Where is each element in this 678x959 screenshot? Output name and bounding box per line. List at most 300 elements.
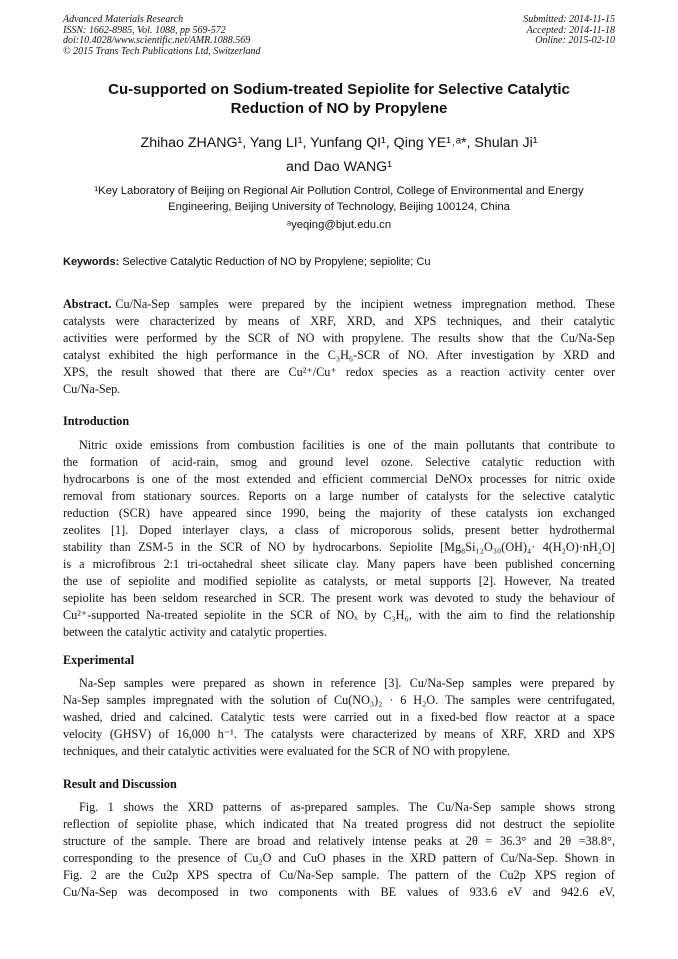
- word: with: [418, 608, 441, 622]
- word: [3].: [384, 676, 402, 690]
- word: Cu(NO₃)₂: [333, 693, 383, 707]
- word: sepiolite: [255, 574, 297, 588]
- word: class: [294, 523, 319, 537]
- word: and: [209, 625, 228, 639]
- experimental-line: [63, 709, 615, 726]
- word: a: [446, 365, 452, 379]
- word: and: [177, 574, 196, 588]
- word: Cu/Na-Sep: [560, 331, 615, 345]
- word: and: [512, 314, 531, 328]
- word: with: [220, 693, 243, 707]
- word: peaks: [414, 834, 442, 848]
- word: at: [449, 834, 459, 848]
- word: study: [495, 591, 523, 605]
- word: their: [540, 314, 564, 328]
- word: velocity: [63, 727, 103, 741]
- word: The: [445, 693, 465, 707]
- word: =38.8°,: [578, 834, 615, 848]
- word: solids,: [422, 523, 455, 537]
- word: Doped: [139, 523, 172, 537]
- word: catalytic: [573, 489, 615, 503]
- word: in: [286, 348, 296, 362]
- word: to: [139, 851, 150, 865]
- word: interlayer: [182, 523, 229, 537]
- word: clay.: [336, 557, 359, 571]
- word: most: [215, 472, 240, 486]
- word: the: [411, 438, 427, 452]
- word: were: [320, 727, 345, 741]
- word: catalytic: [573, 314, 615, 328]
- word: of: [604, 868, 615, 882]
- word: Cu²⁺-supported: [63, 608, 140, 622]
- word: wetness: [413, 297, 452, 311]
- word: performance: [216, 348, 278, 362]
- word: Cu/Na-Sep: [279, 868, 334, 882]
- word: pollutants: [466, 438, 515, 452]
- word: There: [198, 834, 228, 848]
- word: and: [533, 834, 552, 848]
- word: Cu₂O: [244, 851, 272, 865]
- word: the: [128, 868, 144, 882]
- word: impregnated: [152, 693, 214, 707]
- word: sepiolite: [128, 574, 170, 588]
- word: 1990,: [281, 506, 309, 520]
- word: species: [382, 365, 418, 379]
- word: the: [193, 472, 209, 486]
- word: indicated: [263, 817, 308, 831]
- word: 2θ: [465, 834, 478, 848]
- word: published: [505, 557, 553, 571]
- word: Cu2p: [499, 868, 526, 882]
- word: are: [105, 868, 121, 882]
- word: the: [476, 868, 491, 882]
- word: catalysts: [485, 506, 528, 520]
- word: show: [478, 331, 504, 345]
- word: of: [398, 744, 410, 758]
- word: Na-Sep: [79, 676, 116, 690]
- word: exhibited: [108, 348, 155, 362]
- word: the: [63, 455, 78, 469]
- word: in: [312, 676, 323, 690]
- results-line: [63, 867, 615, 884]
- word: for: [533, 472, 548, 486]
- word: catalytic: [481, 455, 524, 469]
- word: impregnation: [461, 297, 527, 311]
- word: of: [110, 574, 121, 588]
- word: centrifugated,: [547, 693, 615, 707]
- word: reaction: [460, 365, 500, 379]
- word: NO: [412, 744, 430, 758]
- word: sample.: [341, 868, 380, 882]
- word: sepiolite: [573, 817, 615, 831]
- word: result: [121, 365, 149, 379]
- introduction-body: [63, 437, 615, 641]
- word: of: [407, 489, 418, 503]
- word: with: [433, 744, 455, 758]
- word: did: [455, 817, 472, 831]
- word: were: [115, 314, 140, 328]
- accepted-date: Accepted: 2014-11-18: [526, 24, 615, 36]
- word: relationship: [557, 608, 615, 622]
- word: 6: [400, 693, 407, 707]
- word: properties.: [275, 625, 327, 639]
- word: the: [163, 800, 179, 814]
- word: sources.: [200, 489, 240, 503]
- word: of: [117, 817, 129, 831]
- word: of: [388, 348, 399, 362]
- word: [2].: [478, 574, 497, 588]
- word: of: [113, 834, 124, 848]
- word: These: [585, 297, 615, 311]
- word: these: [450, 506, 476, 520]
- word: catalytic: [168, 744, 210, 758]
- publication-dates: [523, 15, 615, 47]
- word: NOₓ: [336, 608, 358, 622]
- word: of: [448, 885, 459, 899]
- word: has: [110, 591, 127, 605]
- word: was: [127, 885, 147, 899]
- authors-line-2: and Dao WANG¹: [286, 159, 392, 175]
- word: for: [336, 744, 352, 758]
- word: by: [205, 331, 218, 345]
- word: values: [406, 885, 438, 899]
- word: of: [430, 506, 442, 520]
- word: hydrothermal: [549, 523, 615, 537]
- intro-line: [63, 505, 615, 522]
- abstract: [63, 296, 615, 398]
- word: SCR: [372, 744, 396, 758]
- word: the: [63, 574, 78, 588]
- word: (SCR): [118, 506, 150, 520]
- word: one: [151, 472, 170, 486]
- word: are: [264, 365, 280, 379]
- word: extended: [246, 472, 291, 486]
- word: SCR: [219, 540, 243, 554]
- word: Many: [367, 557, 396, 571]
- doi-line: doi:10.4028/www.scientific.net/AMR.1088.569: [63, 35, 251, 47]
- word: pattern: [442, 851, 477, 865]
- word: of: [329, 523, 340, 537]
- word: over: [593, 365, 615, 379]
- word: broad: [257, 834, 286, 848]
- word: spectra: [217, 868, 253, 882]
- word: present: [464, 523, 501, 537]
- word: NO: [267, 540, 286, 554]
- word: the: [550, 817, 566, 831]
- word: behaviour: [549, 591, 599, 605]
- word: smog: [230, 455, 258, 469]
- word: not: [479, 817, 496, 831]
- word: by: [602, 676, 615, 690]
- word: ozone.: [380, 455, 414, 469]
- word: decomposed: [157, 885, 219, 899]
- word: their: [142, 744, 165, 758]
- word: ground: [298, 455, 334, 469]
- word: components: [278, 885, 338, 899]
- word: Cu/Na-Sep.: [500, 851, 558, 865]
- abstract-line: [63, 313, 615, 330]
- word: the: [535, 608, 551, 622]
- word: XRF,: [310, 314, 337, 328]
- word: sample.: [153, 834, 192, 848]
- word: clays,: [239, 523, 268, 537]
- word: than: [109, 540, 131, 554]
- word: evaluated: [286, 744, 334, 758]
- word: performed: [146, 331, 198, 345]
- word: phase,: [185, 817, 217, 831]
- word: shows: [123, 800, 154, 814]
- word: the: [248, 693, 264, 707]
- word: is: [352, 438, 361, 452]
- word: washed,: [63, 710, 103, 724]
- word: catalysts: [63, 314, 105, 328]
- word: facilities: [302, 438, 345, 452]
- author-list: [63, 131, 615, 179]
- word: results: [438, 331, 471, 345]
- word: the: [388, 851, 404, 865]
- abstract-line: [63, 381, 615, 398]
- word: and: [597, 348, 615, 362]
- word: from: [206, 438, 230, 452]
- word: Cu/Na-Sep: [115, 297, 170, 311]
- word: Shown: [564, 851, 599, 865]
- word: are: [234, 834, 250, 848]
- word: efficient: [322, 472, 363, 486]
- word: corresponding: [63, 851, 133, 865]
- word: aim: [468, 608, 487, 622]
- word: zeolites: [63, 523, 101, 537]
- word: out: [376, 710, 392, 724]
- word: large: [329, 489, 354, 503]
- word: of: [270, 800, 281, 814]
- word: activity: [169, 625, 207, 639]
- word: samples: [106, 693, 146, 707]
- word: the: [162, 348, 178, 362]
- word: with: [348, 885, 370, 899]
- word: to: [605, 438, 615, 452]
- word: BE: [380, 885, 397, 899]
- word: researched: [204, 591, 257, 605]
- word: were: [171, 676, 196, 690]
- word: Sepiolite: [389, 540, 433, 554]
- word: by: [542, 348, 555, 362]
- word: Reports: [248, 489, 287, 503]
- word: techniques,: [63, 744, 119, 758]
- word: reflection: [63, 817, 110, 831]
- word: SCR.: [278, 591, 305, 605]
- affiliation-line-1: ¹Key Laboratory of Beijing on Regional Air Pollution Control, College of Environmental and Energy: [94, 185, 584, 197]
- word: destruct: [503, 817, 543, 831]
- word: ·: [389, 693, 394, 707]
- word: XRD: [187, 800, 214, 814]
- word: sample: [500, 800, 536, 814]
- word: catalysts: [426, 489, 469, 503]
- title-line-1: Cu-supported on Sodium-treated Sepiolite for Selective Catalytic: [108, 81, 570, 98]
- issn-line: ISSN: 1662-8985, Vol. 1088, pp 569-572: [63, 24, 226, 36]
- word: Selective: [425, 455, 470, 469]
- intro-line: [63, 522, 615, 539]
- word: the: [304, 348, 320, 362]
- word: propylene.: [351, 331, 404, 345]
- word: that: [315, 817, 335, 831]
- word: reactor: [515, 710, 550, 724]
- word: the: [268, 608, 284, 622]
- word: processes: [479, 472, 527, 486]
- word: from: [111, 489, 136, 503]
- word: shown: [272, 676, 305, 690]
- word: seldom: [162, 591, 198, 605]
- word: tests: [272, 710, 295, 724]
- word: Fig.: [63, 868, 83, 882]
- word: a: [278, 523, 285, 537]
- word: of: [289, 314, 300, 328]
- word: of: [150, 455, 161, 469]
- word: NO: [296, 331, 315, 345]
- word: catalysts,: [323, 574, 369, 588]
- word: activity: [508, 365, 546, 379]
- word: modified: [203, 574, 248, 588]
- word: sepiolite: [136, 817, 178, 831]
- word: patterns: [222, 800, 262, 814]
- word: were: [302, 710, 327, 724]
- word: samples: [123, 676, 164, 690]
- word: of: [457, 868, 468, 882]
- word: one: [367, 438, 386, 452]
- word: Cu/Na-Sep: [409, 676, 464, 690]
- introduction-heading: Introduction: [63, 414, 130, 428]
- word: that: [203, 365, 223, 379]
- word: of: [604, 591, 615, 605]
- intro-line: [63, 454, 615, 471]
- results-heading: Result and Discussion: [63, 777, 177, 791]
- word: means: [247, 314, 280, 328]
- word: by: [364, 608, 377, 622]
- word: phases: [332, 851, 366, 865]
- word: reduction: [535, 455, 582, 469]
- word: samples: [179, 297, 219, 311]
- word: 36.3°: [500, 834, 527, 848]
- word: XRD,: [346, 314, 376, 328]
- word: Cu2p: [151, 868, 179, 882]
- word: by: [424, 727, 437, 741]
- word: XRF,: [500, 727, 527, 741]
- word: in: [372, 851, 382, 865]
- word: in: [605, 851, 615, 865]
- word: calcined.: [169, 710, 213, 724]
- word: reduction: [63, 506, 110, 520]
- word: as: [304, 574, 315, 588]
- experimental-line: [63, 692, 615, 709]
- word: XRD: [410, 851, 436, 865]
- word: of: [393, 438, 404, 452]
- experimental-line: [63, 675, 615, 692]
- word: and: [143, 710, 162, 724]
- word: carried: [334, 710, 369, 724]
- intro-line: [63, 488, 615, 505]
- word: reference: [330, 676, 376, 690]
- word: treated: [364, 817, 399, 831]
- word: catalysts: [271, 727, 313, 741]
- word: the: [197, 540, 213, 554]
- word: by: [225, 314, 238, 328]
- word: XRD: [563, 348, 589, 362]
- word: better: [510, 523, 539, 537]
- word: Cu²⁺/Cu⁺: [288, 365, 337, 379]
- word: the: [106, 625, 122, 639]
- word: as: [254, 676, 265, 690]
- word: were: [519, 676, 544, 690]
- word: formation: [89, 455, 138, 469]
- word: the: [336, 297, 352, 311]
- word: between: [63, 625, 104, 639]
- word: the: [97, 365, 113, 379]
- word: of: [278, 331, 289, 345]
- word: on: [294, 489, 307, 503]
- word: the: [528, 591, 544, 605]
- word: Na: [559, 574, 574, 588]
- word: were: [517, 693, 541, 707]
- results-line: [63, 850, 615, 867]
- submitted-date: Submitted: 2014-11-15: [523, 14, 615, 25]
- word: combustion: [237, 438, 295, 452]
- word: of: [319, 608, 330, 622]
- word: oxide: [115, 438, 143, 452]
- word: 2:1: [163, 557, 180, 571]
- intro-line: [63, 437, 615, 454]
- word: Na-treated: [146, 608, 198, 622]
- affiliation: [63, 183, 615, 215]
- word: Catalytic: [220, 710, 265, 724]
- word: (GHSV): [109, 727, 152, 741]
- word: 16,000: [176, 727, 211, 741]
- word: XPS: [414, 314, 437, 328]
- word: for: [476, 489, 491, 503]
- abstract-line: [63, 330, 615, 347]
- title-line-2: Reduction of NO by Propylene: [230, 100, 448, 117]
- word: of: [227, 851, 238, 865]
- word: with: [322, 331, 345, 345]
- word: catalytic: [230, 625, 272, 639]
- intro-line: [63, 590, 615, 607]
- word: of: [176, 472, 187, 486]
- word: of: [483, 851, 494, 865]
- word: C₃H₆-SCR: [327, 348, 381, 362]
- word: The: [387, 868, 407, 882]
- word: After: [436, 348, 463, 362]
- word: the: [225, 331, 241, 345]
- word: prepared: [203, 676, 246, 690]
- word: techniques,: [446, 314, 503, 328]
- word: of: [482, 727, 494, 741]
- copyright-line: © 2015 Trans Tech Publications Ltd, Switzerland: [63, 45, 261, 57]
- word: and: [269, 455, 287, 469]
- keywords-label: Keywords:: [63, 256, 120, 268]
- word: sheet: [260, 557, 286, 571]
- word: were: [228, 297, 253, 311]
- word: commercial: [370, 472, 428, 486]
- word: is: [63, 557, 72, 571]
- affiliation-line-2: Engineering, Beijing University of Technology, Beijing 100124, China: [168, 201, 510, 213]
- word: 933.6: [469, 885, 498, 899]
- word: of: [316, 693, 328, 707]
- word: number: [361, 489, 399, 503]
- word: DeNOx: [434, 472, 473, 486]
- word: 2: [90, 868, 97, 882]
- word: the: [537, 331, 553, 345]
- word: contribute: [548, 438, 598, 452]
- experimental-line: [63, 743, 615, 760]
- online-date: Online: 2015-02-10: [535, 35, 615, 47]
